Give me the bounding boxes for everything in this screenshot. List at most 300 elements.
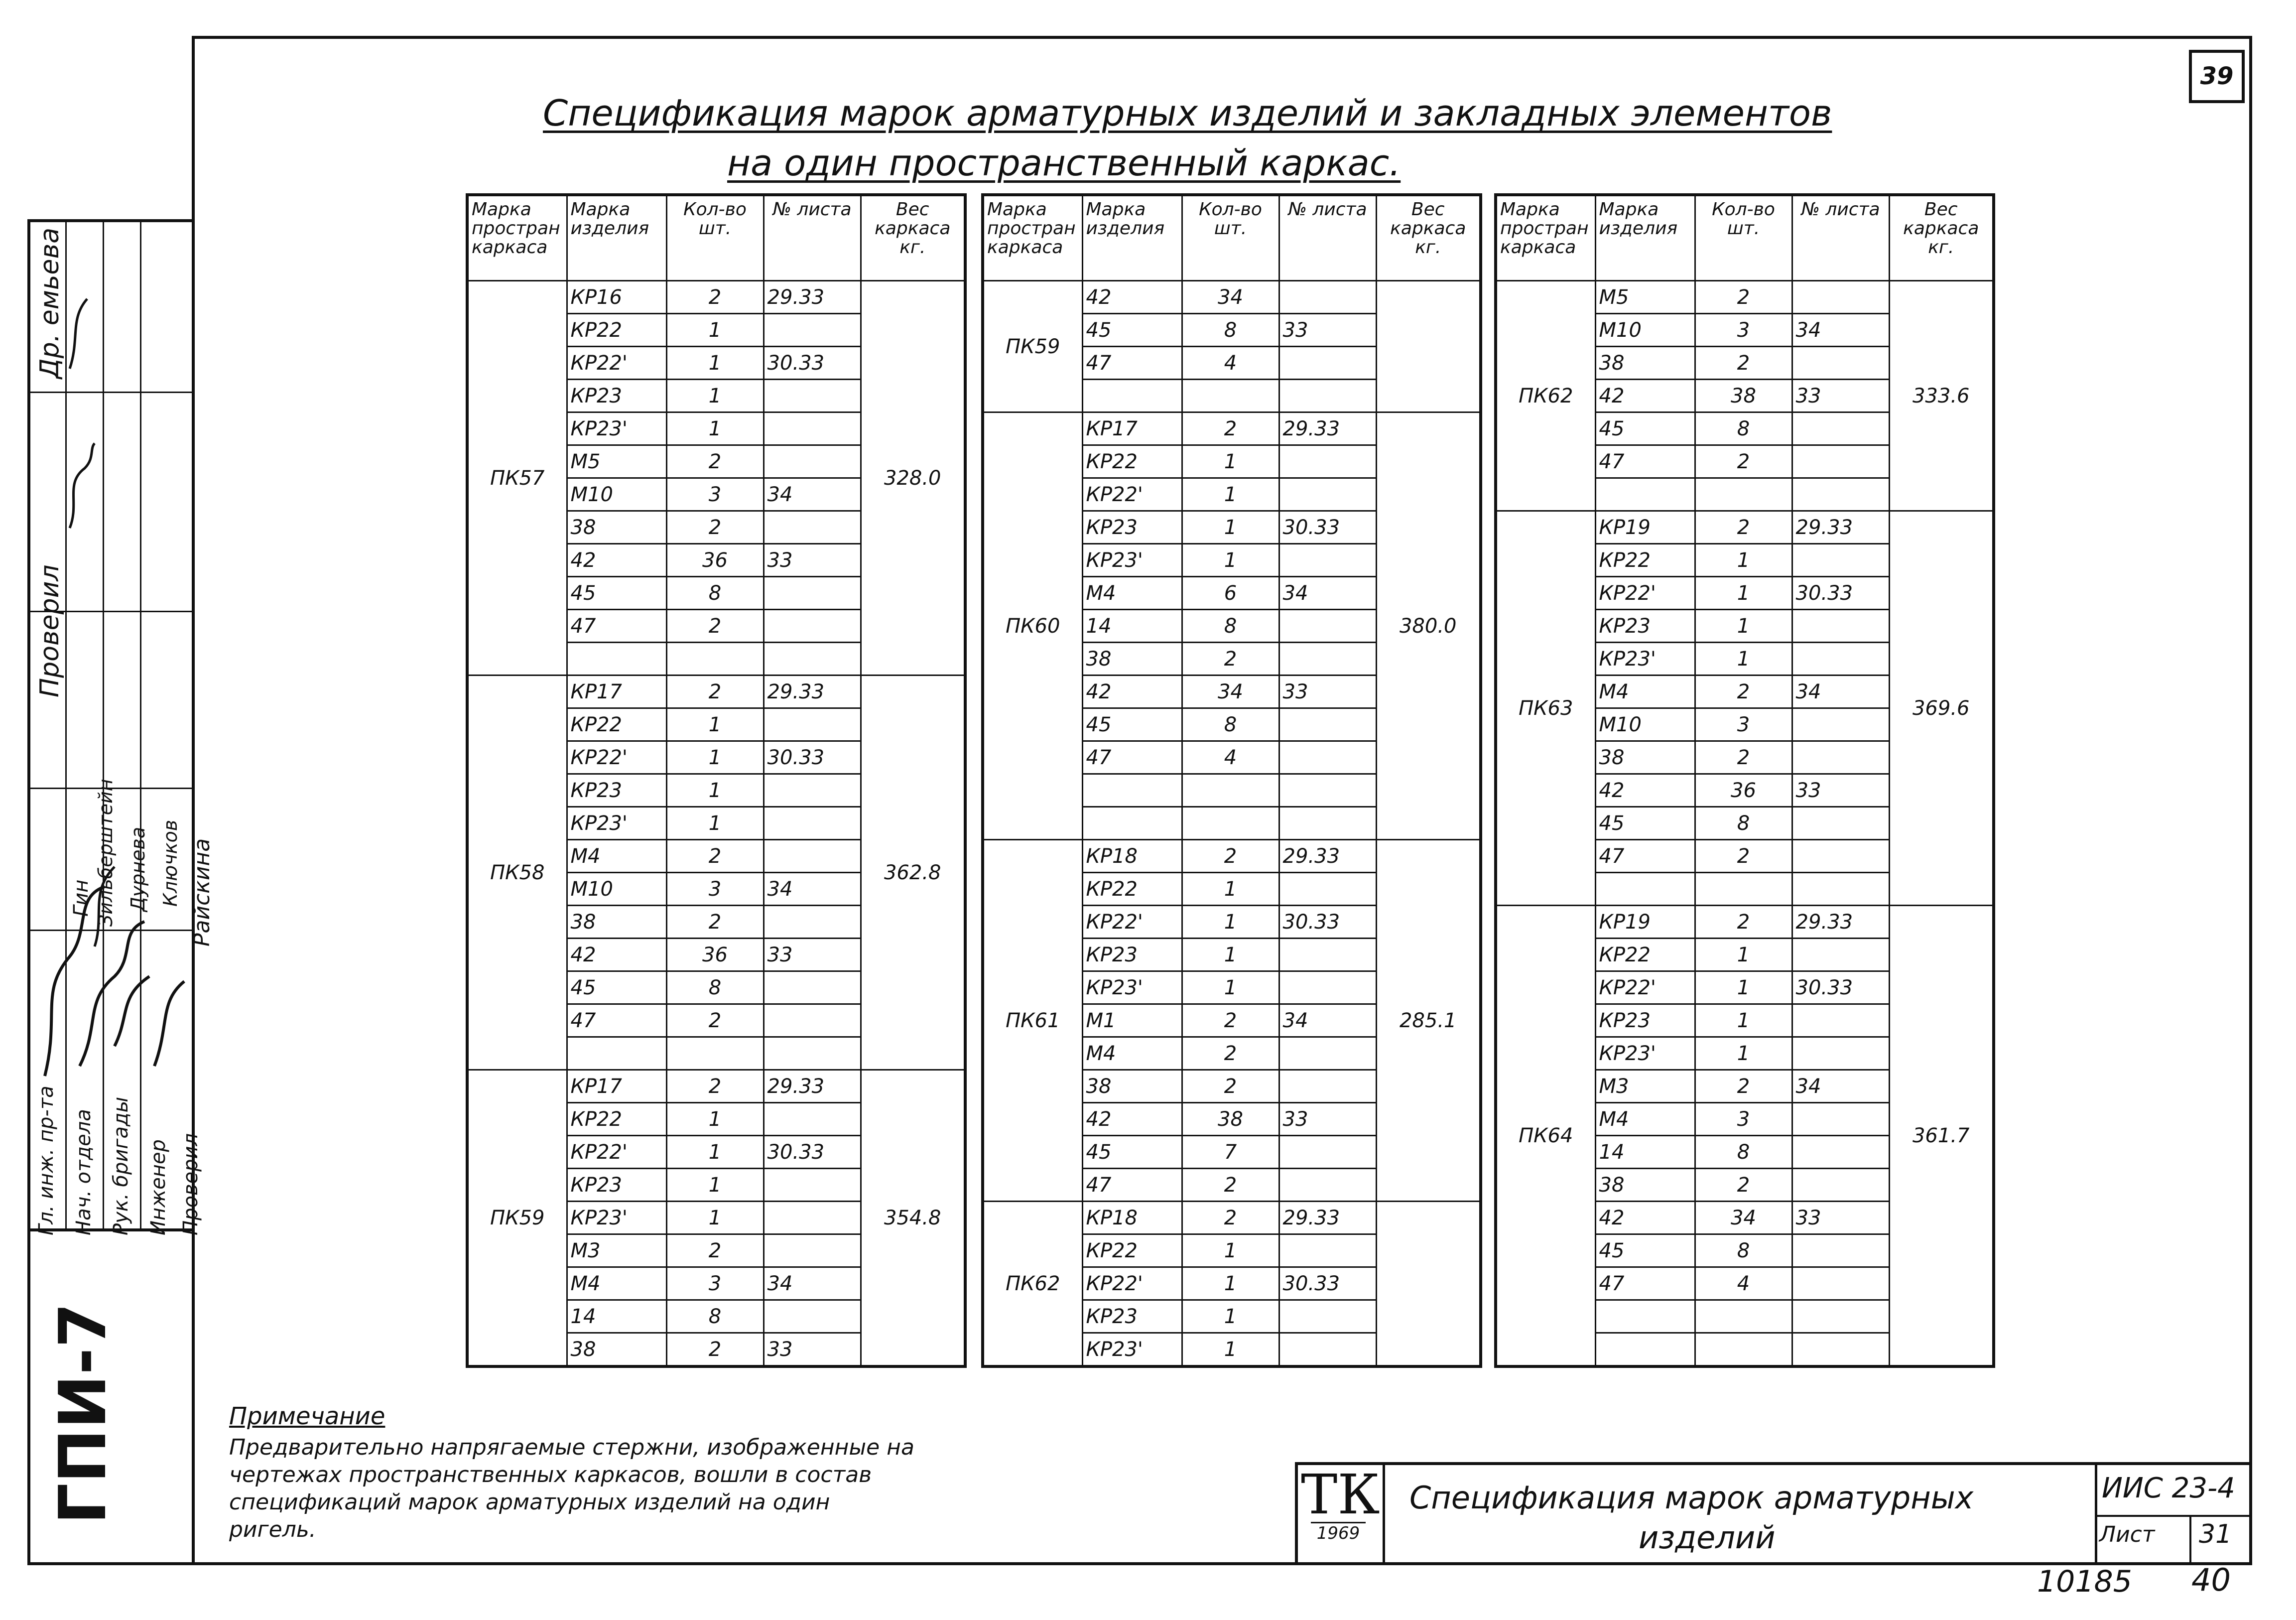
frame-mark-cell: ПК63 — [1496, 511, 1595, 906]
title-block-caption-1: Спецификация марок арматурных — [1409, 1480, 1974, 1516]
sheet-cell — [764, 1004, 861, 1037]
qty-cell: 1 — [1182, 873, 1279, 906]
qty-cell: 1 — [1695, 1037, 1792, 1070]
weight-cell: 380.0 — [1376, 412, 1481, 840]
item-mark-cell: М3 — [1595, 1070, 1695, 1103]
item-mark-cell: 42 — [1595, 1202, 1695, 1234]
qty-cell: 2 — [666, 1333, 764, 1367]
sidebar-name-2: Зильберштейн — [95, 779, 117, 927]
sheet-cell — [1279, 380, 1376, 412]
spec-table-1 — [466, 193, 967, 1368]
qty-cell: 2 — [666, 511, 764, 544]
sheet-cell — [764, 1103, 861, 1136]
qty-cell: 2 — [666, 1004, 764, 1037]
sheet-cell — [1792, 544, 1889, 577]
qty-cell: 38 — [1182, 1103, 1279, 1136]
item-mark-cell: КР22 — [567, 1103, 666, 1136]
item-mark-cell: КР23 — [1082, 939, 1182, 971]
sidebar-name-5: Райскина — [189, 838, 215, 946]
sheet-cell: 34 — [1279, 577, 1376, 610]
qty-cell: 4 — [1182, 347, 1279, 380]
qty-cell: 8 — [1695, 412, 1792, 445]
qty-cell: 4 — [1182, 741, 1279, 774]
sheet-cell — [1792, 708, 1889, 741]
qty-cell: 2 — [1182, 1070, 1279, 1103]
item-mark-cell: 45 — [1082, 314, 1182, 347]
qty-cell: 1 — [1695, 971, 1792, 1004]
qty-cell: 8 — [1695, 1136, 1792, 1169]
header-weight: Вес каркаса кг. — [861, 195, 965, 281]
sidebar-role-team-lead: Рук. бригады — [110, 1096, 132, 1235]
sheet-cell — [764, 1169, 861, 1202]
sheet-cell — [1279, 708, 1376, 741]
qty-cell: 7 — [1182, 1136, 1279, 1169]
item-mark-cell: 14 — [1082, 610, 1182, 643]
qty-cell: 2 — [1695, 445, 1792, 478]
qty-cell: 2 — [1695, 511, 1792, 544]
sheet-cell — [1279, 1333, 1376, 1367]
frame-mark-cell: ПК58 — [467, 675, 567, 1070]
sheet-cell — [1279, 971, 1376, 1004]
sheet-cell: 29.33 — [1792, 906, 1889, 939]
item-mark-cell: КР23 — [567, 1169, 666, 1202]
qty-cell: 2 — [666, 906, 764, 939]
weight-cell — [1376, 281, 1481, 412]
item-mark-cell: КР22 — [1082, 1234, 1182, 1267]
item-mark-cell — [1082, 380, 1182, 412]
title-block-caption-2: изделий — [1639, 1519, 1776, 1556]
sheet-cell: 29.33 — [1279, 840, 1376, 873]
qty-cell: 1 — [1182, 544, 1279, 577]
item-mark-cell: 42 — [567, 544, 666, 577]
qty-cell: 8 — [1695, 807, 1792, 840]
item-mark-cell: 38 — [567, 511, 666, 544]
table-row — [1496, 511, 1994, 544]
sheet-cell — [764, 971, 861, 1004]
sidebar-name-1: Гин — [70, 879, 93, 917]
sheet-cell — [764, 511, 861, 544]
qty-cell — [1695, 1300, 1792, 1333]
table-row — [467, 675, 965, 708]
sheet-cell: 33 — [1792, 1202, 1889, 1234]
frame-mark-cell: ПК62 — [983, 1202, 1082, 1367]
qty-cell: 2 — [1695, 347, 1792, 380]
sheet-cell — [1792, 1103, 1889, 1136]
sheet-cell — [1279, 281, 1376, 314]
item-mark-cell: 47 — [1082, 741, 1182, 774]
sheet-cell: 30.33 — [764, 1136, 861, 1169]
signatures-drawing — [30, 767, 209, 1116]
item-mark-cell: 47 — [567, 1004, 666, 1037]
sheet-cell: 33 — [764, 1333, 861, 1367]
item-mark-cell: КР23 — [567, 774, 666, 807]
item-mark-cell: М1 — [1082, 1004, 1182, 1037]
qty-cell: 1 — [666, 347, 764, 380]
item-mark-cell: КР16 — [567, 281, 666, 314]
sheet-cell — [764, 1037, 861, 1070]
sheet-cell — [764, 774, 861, 807]
item-mark-cell: 47 — [1595, 1267, 1695, 1300]
item-mark-cell: КР22 — [567, 708, 666, 741]
header-sheet: № листа — [1792, 195, 1889, 281]
item-mark-cell: КР22' — [1082, 1267, 1182, 1300]
item-mark-cell: КР22 — [1595, 544, 1695, 577]
item-mark-cell: КР23' — [1082, 971, 1182, 1004]
item-mark-cell: 38 — [1082, 643, 1182, 675]
item-mark-cell: КР17 — [567, 1070, 666, 1103]
sheet-cell: 34 — [1792, 675, 1889, 708]
qty-cell: 8 — [1182, 610, 1279, 643]
sidebar-checked-label: Проверил — [35, 564, 65, 697]
sheet-cell — [1279, 478, 1376, 511]
qty-cell — [666, 643, 764, 675]
sheet-cell — [1792, 1136, 1889, 1169]
qty-cell: 36 — [666, 939, 764, 971]
sidebar-architect-label: Др. емьева — [35, 227, 65, 379]
sheet-cell: 33 — [1792, 774, 1889, 807]
sheet-cell: 33 — [764, 939, 861, 971]
logo-year: 1969 — [1311, 1522, 1366, 1543]
qty-cell: 3 — [1695, 708, 1792, 741]
table-row — [983, 840, 1481, 873]
series-code: ИИС 23-4 — [2102, 1472, 2235, 1504]
qty-cell: 1 — [1182, 478, 1279, 511]
sheet-cell — [1279, 544, 1376, 577]
sheet-cell — [1792, 1169, 1889, 1202]
sheet-cell — [1792, 643, 1889, 675]
item-mark-cell — [1595, 873, 1695, 906]
item-mark-cell — [1595, 1300, 1695, 1333]
sheet-cell: 33 — [1279, 1103, 1376, 1136]
qty-cell: 1 — [1182, 445, 1279, 478]
sheet-cell — [1279, 1037, 1376, 1070]
qty-cell: 1 — [1182, 1333, 1279, 1367]
sheet-cell — [1279, 347, 1376, 380]
qty-cell: 1 — [1182, 511, 1279, 544]
sidebar-role-chief-engineer: Гл. инж. пр-та — [35, 1085, 58, 1235]
sheet-cell — [1279, 1169, 1376, 1202]
spec-table-2 — [981, 193, 1482, 1368]
qty-cell: 38 — [1695, 380, 1792, 412]
sheet-cell: 33 — [1279, 675, 1376, 708]
qty-cell: 1 — [1182, 1300, 1279, 1333]
qty-cell: 2 — [1182, 1169, 1279, 1202]
sheet-cell — [1792, 1267, 1889, 1300]
organization-label: ГПИ-7 — [45, 1303, 121, 1524]
item-mark-cell — [567, 643, 666, 675]
header-frame-mark: Марка простран каркаса — [467, 195, 567, 281]
sheet-cell: 34 — [1279, 1004, 1376, 1037]
item-mark-cell: М4 — [1595, 675, 1695, 708]
item-mark-cell: КР22' — [1595, 577, 1695, 610]
item-mark-cell: КР19 — [1595, 511, 1695, 544]
page-number-box — [2189, 50, 2245, 103]
item-mark-cell: КР23' — [1082, 1333, 1182, 1367]
sheet-cell — [1792, 741, 1889, 774]
item-mark-cell: 42 — [1595, 774, 1695, 807]
item-mark-cell: КР23' — [1595, 1037, 1695, 1070]
page-title: Спецификация марок арматурных изделий и закладных элементов — [543, 92, 1832, 134]
weight-cell: 328.0 — [861, 281, 965, 675]
qty-cell: 1 — [666, 314, 764, 347]
item-mark-cell: 38 — [1595, 741, 1695, 774]
spec-table-3 — [1494, 193, 1995, 1368]
sheet-cell — [764, 1300, 861, 1333]
sheet-cell — [1792, 1333, 1889, 1367]
qty-cell: 2 — [1695, 675, 1792, 708]
qty-cell: 6 — [1182, 577, 1279, 610]
item-mark-cell: КР17 — [567, 675, 666, 708]
item-mark-cell: 45 — [1595, 807, 1695, 840]
sheet-cell — [1792, 610, 1889, 643]
sheet-cell — [1792, 281, 1889, 314]
item-mark-cell: 47 — [1082, 347, 1182, 380]
qty-cell — [1695, 873, 1792, 906]
weight-cell — [1376, 1202, 1481, 1367]
sheet-cell: 29.33 — [1279, 1202, 1376, 1234]
item-mark-cell: 38 — [1595, 347, 1695, 380]
qty-cell: 2 — [1695, 906, 1792, 939]
logo — [1301, 1463, 1380, 1543]
weight-cell: 333.6 — [1889, 281, 1994, 511]
qty-cell: 2 — [1182, 1004, 1279, 1037]
sheet-cell — [764, 380, 861, 412]
qty-cell: 2 — [1695, 1169, 1792, 1202]
sheet-cell: 30.33 — [1279, 906, 1376, 939]
qty-cell: 8 — [666, 971, 764, 1004]
qty-cell: 1 — [1695, 610, 1792, 643]
qty-cell: 3 — [1695, 1103, 1792, 1136]
weight-cell: 362.8 — [861, 675, 965, 1070]
table-row — [983, 412, 1481, 445]
qty-cell: 1 — [1182, 1234, 1279, 1267]
qty-cell: 1 — [1695, 544, 1792, 577]
qty-cell — [666, 1037, 764, 1070]
header-frame-mark: Марка простран каркаса — [983, 195, 1082, 281]
item-mark-cell: 14 — [1595, 1136, 1695, 1169]
sheet-cell — [764, 906, 861, 939]
sheet-cell: 34 — [764, 478, 861, 511]
sheet-cell — [764, 1202, 861, 1234]
qty-cell — [1695, 1333, 1792, 1367]
sheet-cell — [764, 840, 861, 873]
inventory-page: 40 — [2191, 1562, 2231, 1598]
item-mark-cell: 45 — [567, 971, 666, 1004]
sheet-cell: 34 — [764, 1267, 861, 1300]
sheet-cell — [1279, 774, 1376, 807]
item-mark-cell: М10 — [1595, 708, 1695, 741]
item-mark-cell — [567, 1037, 666, 1070]
item-mark-cell: М4 — [1595, 1103, 1695, 1136]
sheet-cell: 30.33 — [1279, 511, 1376, 544]
sheet-cell: 30.33 — [764, 347, 861, 380]
qty-cell: 1 — [1182, 906, 1279, 939]
item-mark-cell: КР22 — [1082, 873, 1182, 906]
qty-cell: 4 — [1695, 1267, 1792, 1300]
qty-cell — [1695, 478, 1792, 511]
qty-cell: 3 — [666, 873, 764, 906]
item-mark-cell: 42 — [1082, 281, 1182, 314]
checked-signature — [60, 438, 100, 538]
frame-mark-cell: ПК59 — [467, 1070, 567, 1367]
qty-cell: 2 — [666, 675, 764, 708]
sheet-number: 31 — [2199, 1519, 2232, 1549]
logo-letters: ТК — [1301, 1463, 1380, 1526]
item-mark-cell: М10 — [567, 478, 666, 511]
sheet-cell — [1279, 643, 1376, 675]
qty-cell: 3 — [666, 478, 764, 511]
frame-mark-cell: ПК62 — [1496, 281, 1595, 511]
item-mark-cell: КР23' — [567, 1202, 666, 1234]
qty-cell: 2 — [1182, 412, 1279, 445]
header-item-mark: Марка изделия — [567, 195, 666, 281]
sheet-cell — [1279, 807, 1376, 840]
qty-cell: 1 — [666, 412, 764, 445]
table-row — [467, 281, 965, 314]
sheet-cell — [1792, 1037, 1889, 1070]
qty-cell: 2 — [666, 610, 764, 643]
qty-cell: 2 — [1695, 840, 1792, 873]
sheet-cell: 34 — [1792, 314, 1889, 347]
qty-cell: 2 — [666, 281, 764, 314]
qty-cell: 1 — [1182, 1267, 1279, 1300]
item-mark-cell: КР23 — [1595, 610, 1695, 643]
item-mark-cell: КР22 — [1082, 445, 1182, 478]
item-mark-cell: 38 — [567, 906, 666, 939]
item-mark-cell: КР22 — [1595, 939, 1695, 971]
item-mark-cell: М3 — [567, 1234, 666, 1267]
item-mark-cell: КР23' — [567, 807, 666, 840]
item-mark-cell: 38 — [1595, 1169, 1695, 1202]
sheet-cell: 33 — [1792, 380, 1889, 412]
sidebar-role-checked: Проверил — [179, 1133, 202, 1235]
frame-mark-cell: ПК64 — [1496, 906, 1595, 1367]
qty-cell: 1 — [1695, 1004, 1792, 1037]
item-mark-cell: 47 — [1595, 840, 1695, 873]
qty-cell: 2 — [1182, 1037, 1279, 1070]
qty-cell: 2 — [1695, 741, 1792, 774]
item-mark-cell: КР23 — [567, 380, 666, 412]
qty-cell: 2 — [1182, 1202, 1279, 1234]
qty-cell: 1 — [1695, 577, 1792, 610]
sidebar-role-head-dept: Нач. отдела — [72, 1109, 95, 1235]
sheet-cell — [1792, 347, 1889, 380]
qty-cell: 1 — [666, 708, 764, 741]
sheet-cell — [764, 643, 861, 675]
note-heading: Примечание — [229, 1402, 385, 1430]
qty-cell: 1 — [666, 1103, 764, 1136]
frame-mark-cell: ПК61 — [983, 840, 1082, 1202]
qty-cell: 1 — [666, 1136, 764, 1169]
qty-cell: 1 — [666, 741, 764, 774]
item-mark-cell: КР23 — [1082, 511, 1182, 544]
item-mark-cell: 45 — [1082, 708, 1182, 741]
table-row — [1496, 906, 1994, 939]
sheet-cell — [764, 1234, 861, 1267]
qty-cell: 2 — [1695, 1070, 1792, 1103]
item-mark-cell: КР22' — [1082, 906, 1182, 939]
item-mark-cell: 45 — [1595, 412, 1695, 445]
frame-mark-cell: ПК59 — [983, 281, 1082, 412]
header-weight: Вес каркаса кг. — [1376, 195, 1481, 281]
qty-cell: 2 — [666, 1234, 764, 1267]
item-mark-cell — [1595, 1333, 1695, 1367]
sheet-label: Лист — [2099, 1522, 2155, 1547]
sheet-cell — [1792, 840, 1889, 873]
header-sheet: № листа — [764, 195, 861, 281]
item-mark-cell: КР22 — [567, 314, 666, 347]
item-mark-cell: 14 — [567, 1300, 666, 1333]
item-mark-cell: 42 — [1595, 380, 1695, 412]
sheet-cell — [764, 445, 861, 478]
inventory-number: 10185 — [2037, 1564, 2132, 1599]
item-mark-cell: М5 — [1595, 281, 1695, 314]
qty-cell: 1 — [666, 774, 764, 807]
qty-cell: 36 — [666, 544, 764, 577]
qty-cell: 8 — [1695, 1234, 1792, 1267]
sheet-cell: 33 — [764, 544, 861, 577]
header-frame-mark: Марка простран каркаса — [1496, 195, 1595, 281]
sheet-cell — [1279, 445, 1376, 478]
architect-signature — [60, 279, 100, 379]
qty-cell: 34 — [1182, 281, 1279, 314]
item-mark-cell: 42 — [1082, 1103, 1182, 1136]
sheet-cell — [764, 708, 861, 741]
weight-cell: 361.7 — [1889, 906, 1994, 1367]
qty-cell — [1182, 380, 1279, 412]
item-mark-cell: КР19 — [1595, 906, 1695, 939]
header-item-mark: Марка изделия — [1595, 195, 1695, 281]
note-line-1: Предварительно напрягаемые стержни, изображенные на — [229, 1435, 914, 1460]
sheet-cell — [1279, 610, 1376, 643]
qty-cell — [1182, 774, 1279, 807]
sheet-cell — [1279, 939, 1376, 971]
qty-cell: 1 — [666, 380, 764, 412]
item-mark-cell: КР18 — [1082, 840, 1182, 873]
table-row — [1496, 281, 1994, 314]
item-mark-cell: 42 — [1082, 675, 1182, 708]
qty-cell: 2 — [666, 1070, 764, 1103]
item-mark-cell: М10 — [1595, 314, 1695, 347]
item-mark-cell: КР23 — [1595, 1004, 1695, 1037]
item-mark-cell: М4 — [1082, 577, 1182, 610]
item-mark-cell: КР22' — [567, 741, 666, 774]
sheet-cell — [764, 807, 861, 840]
item-mark-cell: КР23' — [1595, 643, 1695, 675]
item-mark-cell — [1082, 774, 1182, 807]
sidebar-name-3: Дурнева — [127, 826, 149, 912]
item-mark-cell: 38 — [1082, 1070, 1182, 1103]
sheet-cell: 29.33 — [764, 281, 861, 314]
sheet-cell: 29.33 — [764, 1070, 861, 1103]
table-row — [467, 1070, 965, 1103]
item-mark-cell: 42 — [567, 939, 666, 971]
qty-cell: 1 — [666, 807, 764, 840]
item-mark-cell — [1082, 807, 1182, 840]
sheet-cell — [1279, 741, 1376, 774]
qty-cell: 2 — [1695, 281, 1792, 314]
sheet-cell — [764, 314, 861, 347]
note-line-3: спецификаций марок арматурных изделий на один — [229, 1489, 830, 1515]
header-weight: Вес каркаса кг. — [1889, 195, 1994, 281]
qty-cell: 1 — [1182, 971, 1279, 1004]
sidebar-role-engineer: Инженер — [147, 1139, 170, 1235]
header-qty: Кол-во шт. — [1182, 195, 1279, 281]
item-mark-cell: КР22' — [567, 1136, 666, 1169]
sidebar-name-4: Ключков — [159, 819, 181, 907]
sheet-cell — [1792, 478, 1889, 511]
sheet-cell: 33 — [1279, 314, 1376, 347]
